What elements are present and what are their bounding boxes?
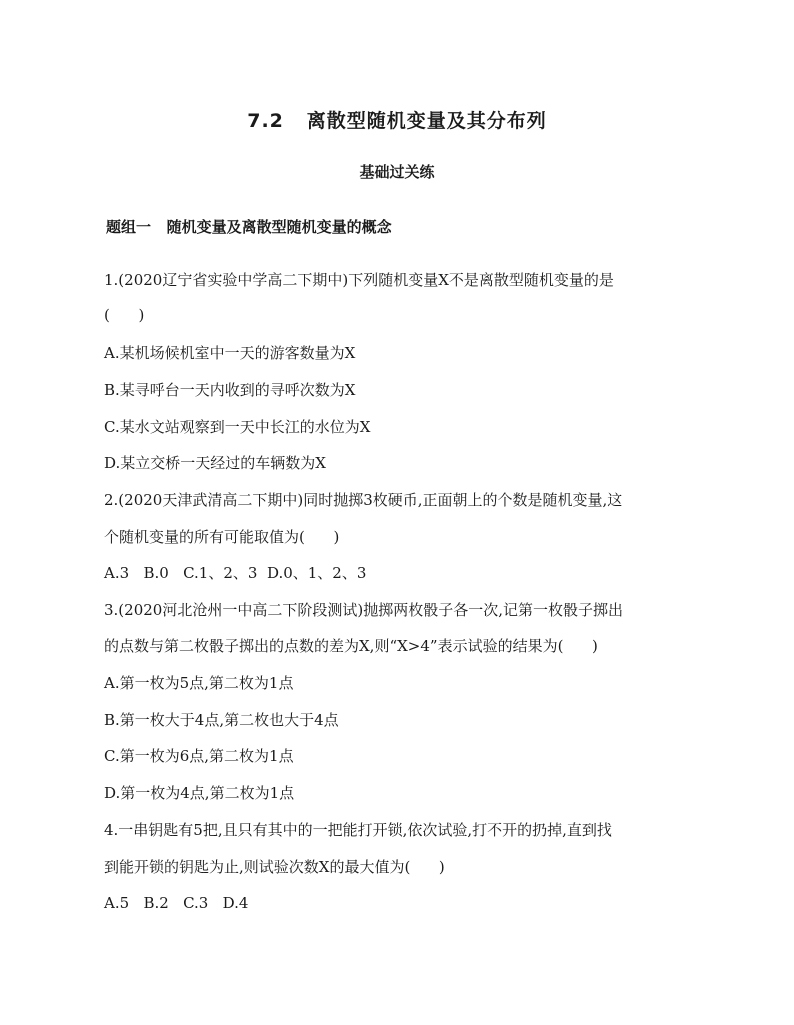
question-3-option-a: A.第一枚为5点,第二枚为1点 [104,674,294,692]
page-subtitle: 基础过关练 [359,163,435,181]
section-heading: 题组一 随机变量及离散型随机变量的概念 [106,218,392,236]
question-1-option-b: B.某寻呼台一天内收到的寻呼次数为X [104,381,356,399]
question-3-stem-line-1: 3.(2020河北沧州一中高二下阶段测试)抛掷两枚骰子各一次,记第一枚骰子掷出 [104,601,623,619]
question-4-stem-line-2: 到能开锁的钥匙为止,则试验次数X的最大值为( ) [104,858,445,876]
page-title: 7.2 离散型随机变量及其分布列 [247,110,547,132]
question-3-option-d: D.第一枚为4点,第二枚为1点 [104,784,295,802]
question-3-stem-line-2: 的点数与第二枚骰子掷出的点数的差为X,则“X>4”表示试验的结果为( ) [104,637,598,655]
question-1-stem-line-2: ( ) [104,306,145,324]
question-1-option-a: A.某机场候机室中一天的游客数量为X [104,344,356,362]
question-3-option-b: B.第一枚大于4点,第二枚也大于4点 [104,711,339,729]
question-2-options: A.3 B.0 C.1、2、3 D.0、1、2、3 [104,564,367,582]
question-3-option-c: C.第一枚为6点,第二枚为1点 [104,747,294,765]
question-1-option-d: D.某立交桥一天经过的车辆数为X [104,454,326,472]
question-4-options: A.5 B.2 C.3 D.4 [104,894,249,912]
question-4-stem-line-1: 4.一串钥匙有5把,且只有其中的一把能打开锁,依次试验,打不开的扔掉,直到找 [104,821,612,839]
question-1-stem-line-1: 1.(2020辽宁省实验中学高二下期中)下列随机变量X不是离散型随机变量的是 [104,271,614,289]
question-2-stem-line-2: 个随机变量的所有可能取值为( ) [104,528,340,546]
question-1-option-c: C.某水文站观察到一天中长江的水位为X [104,418,371,436]
question-2-stem-line-1: 2.(2020天津武清高二下期中)同时抛掷3枚硬币,正面朝上的个数是随机变量,这 [104,491,623,509]
